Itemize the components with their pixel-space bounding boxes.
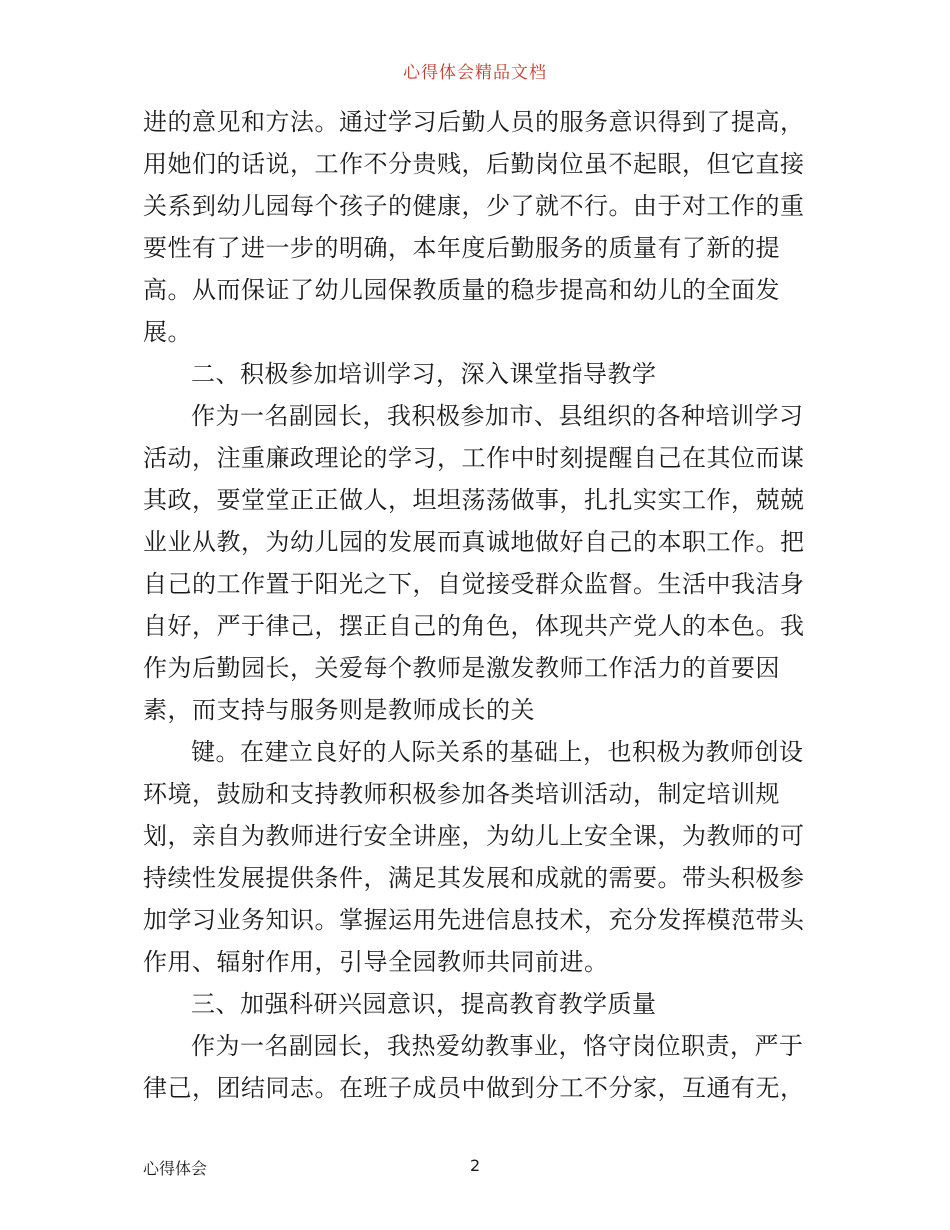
text-line: 作用、辐射作用，引导全园教师共同前进。 — [143, 948, 609, 976]
section-heading: 三、加强科研兴园意识，提高教育教学质量 — [191, 990, 657, 1018]
section-heading: 二、积极参加培训学习，深入课堂指导教学 — [191, 360, 657, 388]
text-line: 环境，鼓励和支持教师积极参加各类培训活动，制定培训规 — [143, 780, 780, 808]
page-header-title: 心得体会精品文档 — [403, 63, 547, 83]
page-number: 2 — [470, 1156, 481, 1175]
text-line: 活动，注重廉政理论的学习，工作中时刻提醒自己在其位而谋 — [143, 444, 805, 472]
text-line: 自己的工作置于阳光之下，自觉接受群众监督。生活中我洁身 — [143, 570, 805, 598]
text-line: 作为后勤园长，关爱每个教师是激发教师工作活力的首要因 — [143, 654, 780, 682]
text-line: 进的意见和方法。通过学习后勤人员的服务意识得到了提高， — [143, 108, 805, 136]
text-line: 用她们的话说，工作不分贵贱，后勤岗位虽不起眼，但它直接 — [143, 150, 805, 178]
text-line: 业业从教，为幼儿园的发展而真诚地做好自己的本职工作。把 — [143, 528, 805, 556]
text-line: 持续性发展提供条件，满足其发展和成就的需要。带头积极参 — [143, 864, 805, 892]
text-line: 划，亲自为教师进行安全讲座，为幼儿上安全课，为教师的可 — [143, 822, 805, 850]
document-body — [143, 101, 815, 1109]
text-line: 展。 — [143, 318, 192, 346]
text-line: 键。在建立良好的人际关系的基础上，也积极为教师创设 — [191, 738, 804, 766]
text-line: 律己，团结同志。在班子成员中做到分工不分家，互通有无， — [143, 1074, 805, 1102]
text-line: 关系到幼儿园每个孩子的健康，少了就不行。由于对工作的重 — [143, 192, 805, 220]
text-line: 素，而支持与服务则是教师成长的关 — [143, 696, 535, 724]
text-line: 自好，严于律己，摆正自己的角色，体现共产党人的本色。我 — [143, 612, 805, 640]
text-line: 加学习业务知识。掌握运用先进信息技术，充分发挥模范带头 — [143, 906, 805, 934]
footer-label: 心得体会 — [143, 1159, 208, 1178]
text-line: 高。从而保证了幼儿园保教质量的稳步提高和幼儿的全面发 — [143, 276, 780, 304]
text-line: 作为一名副园长，我积极参加市、县组织的各种培训学习 — [191, 402, 804, 430]
text-line: 要性有了进一步的明确，本年度后勤服务的质量有了新的提 — [143, 234, 780, 262]
text-line: 作为一名副园长，我热爱幼教事业，恪守岗位职责，严于 — [191, 1032, 804, 1060]
text-line: 其政，要堂堂正正做人，坦坦荡荡做事，扎扎实实工作，兢兢 — [143, 486, 805, 514]
